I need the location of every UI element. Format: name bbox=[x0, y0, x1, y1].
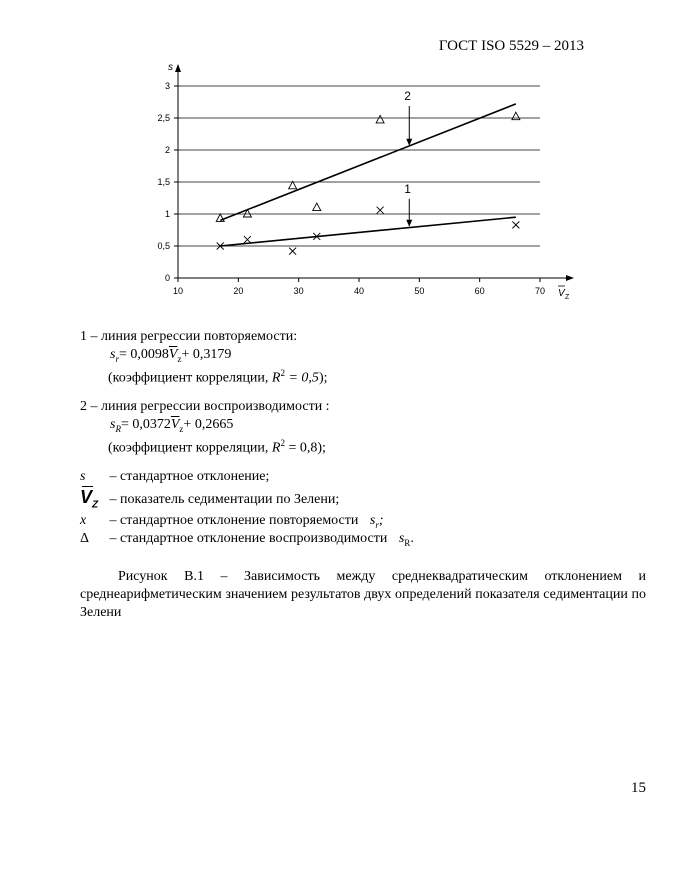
x-marker bbox=[377, 207, 384, 214]
x-tick-label: 30 bbox=[293, 286, 304, 296]
x-tick-label: 20 bbox=[233, 286, 244, 296]
line-label: 2 bbox=[404, 89, 411, 104]
x-marker bbox=[512, 221, 519, 228]
figure-legend bbox=[80, 328, 640, 548]
regression-chart bbox=[150, 56, 580, 306]
y-tick-label: 2 bbox=[164, 145, 170, 155]
line-label: 1 bbox=[404, 181, 411, 196]
x-tick-label: 70 bbox=[534, 286, 546, 296]
triangle-marker bbox=[313, 203, 321, 211]
y-tick-label: 0,5 bbox=[157, 241, 170, 251]
x-marker bbox=[244, 236, 251, 243]
x-axis-label: V bbox=[558, 288, 565, 299]
symbol-vz-definition: $V_Z$ – показатель седиментации по Зелени; bbox=[80, 486, 640, 512]
triangle-marker bbox=[512, 112, 520, 120]
legend-item-1-equation: $s_r= 0,0098\overline{V}_z+ 0,3179$ bbox=[110, 347, 232, 364]
data-points bbox=[216, 112, 520, 254]
x-axis-arrow bbox=[566, 275, 574, 281]
y-tick-label: 1 bbox=[164, 209, 170, 219]
figure-caption: Рисунок В.1 – Зависимость между среднеквадратическим отклонением и среднеарифметическим значением результатов двух определений показателя седиментации по Зелени bbox=[80, 569, 646, 620]
tick-labels bbox=[157, 81, 545, 296]
x-axis-label-sub: Z bbox=[565, 294, 570, 301]
leader-arrowhead bbox=[406, 220, 412, 227]
y-axis-arrow bbox=[175, 64, 181, 72]
legend-item-2-title: 2 – линия регрессии воспроизводимости : bbox=[80, 399, 330, 414]
legend-item-2-equation: $s_R= 0,0372\overline{V}_z+ 0,2665$ bbox=[110, 417, 234, 434]
y-tick-label: 1,5 bbox=[157, 177, 170, 187]
symbol-s-definition: s – стандартное отклонение; bbox=[80, 469, 270, 484]
legend-item-2-correlation: (коэффициент корреляции, $R^2 = 0,8$); bbox=[108, 438, 326, 456]
x-tick-label: 50 bbox=[414, 286, 425, 296]
y-tick-label: 3 bbox=[164, 81, 170, 91]
legend-item-1-title: 1 – линия регрессии повторяемости: bbox=[80, 329, 298, 344]
vz-symbol: $V_Z$ bbox=[80, 488, 106, 515]
axes bbox=[175, 64, 574, 281]
symbol-triangle-definition: Δ – стандартное отклонение воспроизводимости $s_R$. bbox=[80, 531, 414, 548]
x-tick-label: 40 bbox=[353, 286, 365, 296]
regression-lines bbox=[220, 89, 516, 246]
y-axis-label: s bbox=[168, 62, 173, 73]
standard-header: ГОСТ ISO 5529 – 2013 bbox=[438, 38, 584, 54]
symbol-x-definition: x – стандартное отклонение повторяемости $s_r$; bbox=[80, 513, 384, 530]
x-tick-label: 10 bbox=[172, 286, 184, 296]
regression-line-1 bbox=[220, 217, 516, 246]
page-number: 15 bbox=[631, 780, 646, 796]
x-tick-label: 60 bbox=[474, 286, 485, 296]
x-marker bbox=[289, 248, 296, 255]
legend-item-1-correlation: (коэффициент корреляции, $R^2 = 0,5$); bbox=[108, 368, 328, 386]
y-tick-label: 0 bbox=[164, 273, 170, 283]
y-tick-label: 2,5 bbox=[157, 113, 170, 123]
regression-line-2 bbox=[220, 104, 516, 220]
triangle-marker bbox=[376, 115, 384, 123]
